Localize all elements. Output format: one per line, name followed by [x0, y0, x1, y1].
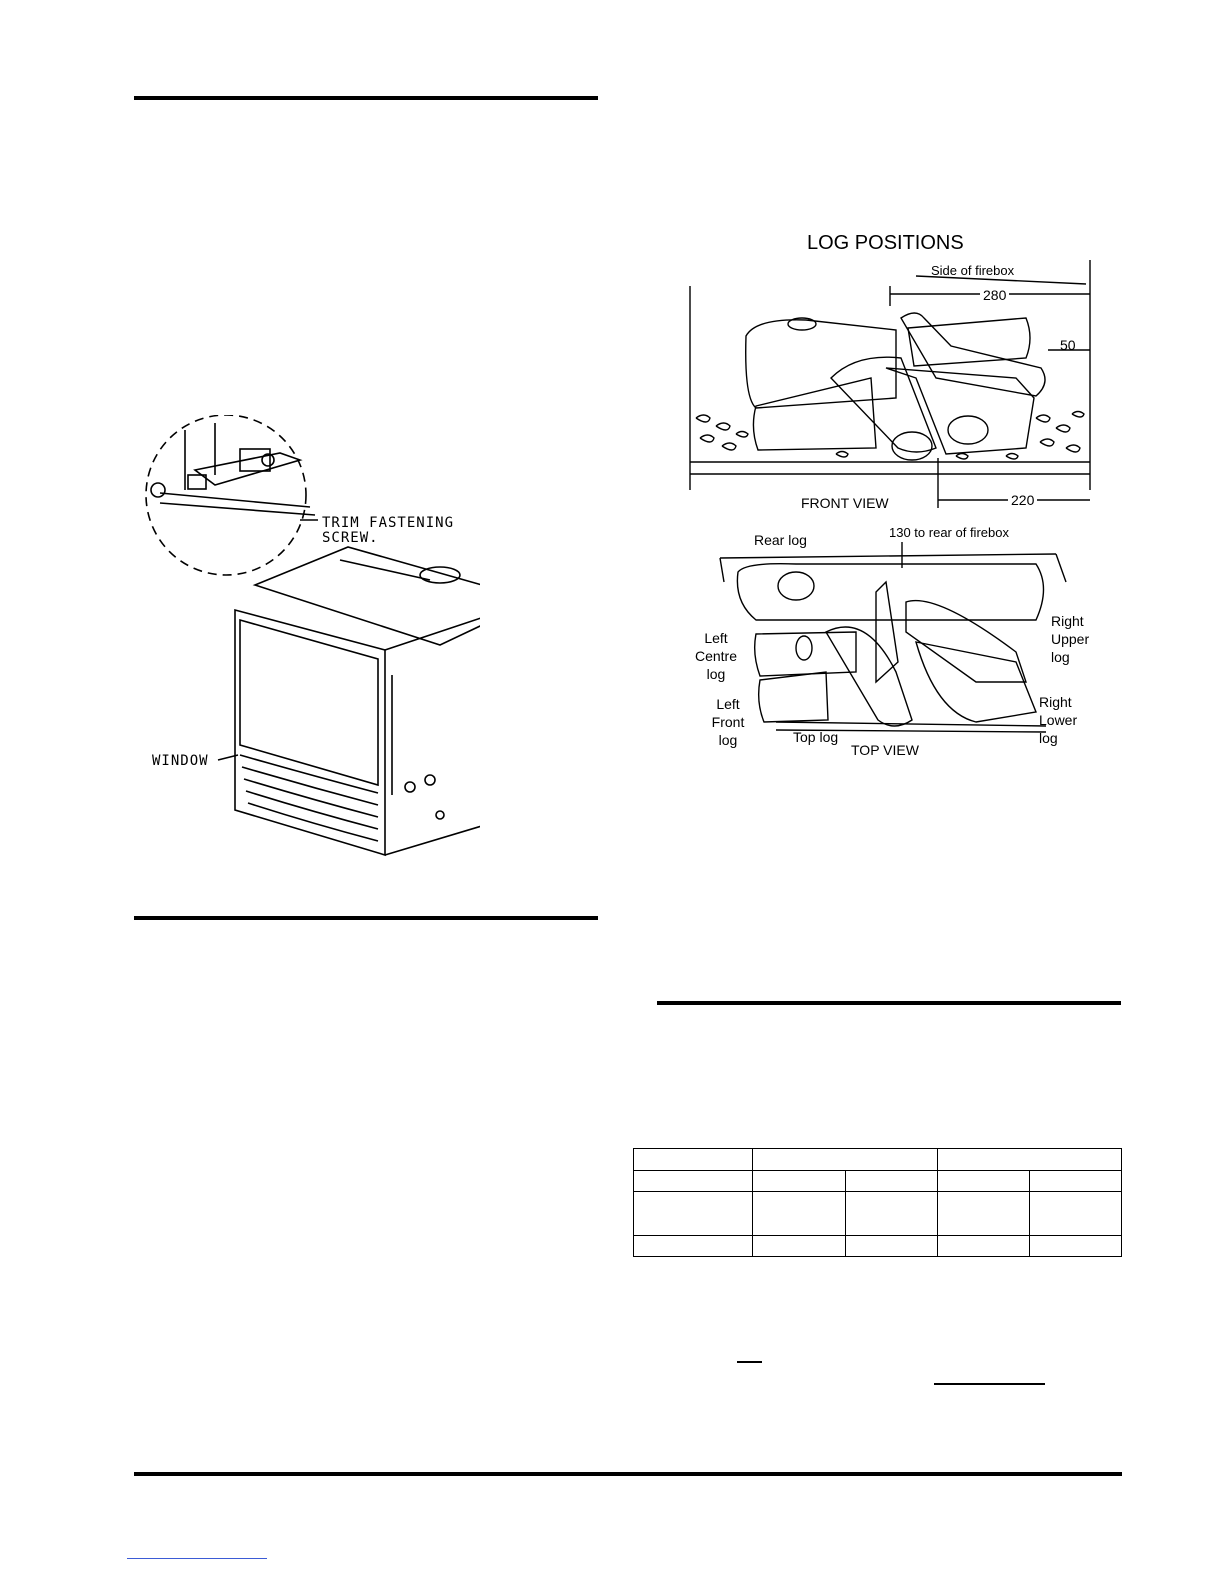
- table-cell: [753, 1149, 938, 1171]
- left-centre-log-line2: Centre: [694, 648, 738, 664]
- section-rule-mid-right: [657, 1001, 1121, 1005]
- table-cell: [634, 1192, 753, 1236]
- top-view-label: TOP VIEW: [851, 742, 919, 758]
- front-view-logs: [686, 258, 1106, 508]
- right-upper-log-line1: Right: [1051, 613, 1084, 629]
- right-lower-log-line3: log: [1039, 730, 1058, 746]
- left-front-log-line1: Left: [716, 696, 740, 712]
- left-centre-log-line3: log: [706, 666, 726, 682]
- table-cell: [938, 1192, 1030, 1236]
- top-log-label: Top log: [793, 729, 839, 745]
- table-cell: [753, 1171, 846, 1192]
- trim-diagram: [140, 415, 480, 865]
- dim-220-label: 220: [1008, 491, 1037, 509]
- table-cell: [634, 1171, 753, 1192]
- table-row: [634, 1171, 1122, 1192]
- underline-mark: [737, 1361, 762, 1363]
- table-cell: [634, 1236, 753, 1257]
- left-front-log-line3: log: [718, 732, 738, 748]
- right-upper-log-line2: Upper: [1051, 631, 1090, 647]
- table-cell: [846, 1236, 938, 1257]
- log-top-view-drawing: [716, 542, 1086, 752]
- table-cell: [753, 1236, 846, 1257]
- right-lower-log-line1: Right: [1039, 694, 1072, 710]
- spec-table: [633, 1148, 1122, 1257]
- table-cell: [634, 1149, 753, 1171]
- window-label: WINDOW: [152, 753, 209, 769]
- log-front-view-drawing: [686, 258, 1106, 508]
- table-cell: [938, 1149, 1122, 1171]
- log-positions-title: LOG POSITIONS: [807, 232, 964, 254]
- table-cell: [846, 1192, 938, 1236]
- underline-mark: [934, 1383, 1045, 1385]
- top-view-logs: [716, 542, 1086, 752]
- rear-of-firebox-label: 130 to rear of firebox: [889, 525, 1009, 540]
- left-front-log-line2: Front: [711, 714, 745, 730]
- table-cell: [938, 1236, 1030, 1257]
- dim-280-label: 280: [980, 286, 1009, 304]
- section-rule-top-left: [134, 96, 598, 100]
- footer-rule: [134, 1472, 1122, 1476]
- table-row: [634, 1192, 1122, 1236]
- table-cell: [1030, 1192, 1122, 1236]
- table-cell: [753, 1192, 846, 1236]
- table-cell: [846, 1171, 938, 1192]
- trim-screw-label-line1: TRIM FASTENING: [322, 515, 455, 531]
- fireplace-insert-drawing: [140, 415, 480, 865]
- left-front-log-label: [706, 695, 750, 749]
- table-cell: [1030, 1236, 1122, 1257]
- hyperlink-underline[interactable]: [127, 1558, 267, 1559]
- right-lower-log-label: [1039, 693, 1077, 747]
- dim-50-label: 50: [1060, 337, 1076, 353]
- left-centre-log-line1: Left: [704, 630, 728, 646]
- table-cell: [938, 1171, 1030, 1192]
- right-upper-log-label: [1051, 612, 1089, 666]
- side-of-firebox-label: Side of firebox: [931, 263, 1015, 278]
- section-rule-mid-left: [134, 916, 598, 920]
- front-view-label: FRONT VIEW: [801, 495, 889, 511]
- table-row: [634, 1149, 1122, 1171]
- rear-log-label: Rear log: [754, 532, 807, 548]
- right-upper-log-line3: log: [1051, 649, 1070, 665]
- trim-screw-label-line2: SCREW.: [322, 530, 379, 546]
- table-cell: [1030, 1171, 1122, 1192]
- right-lower-log-line2: Lower: [1039, 712, 1078, 728]
- table-row: [634, 1236, 1122, 1257]
- left-centre-log-label: [686, 629, 746, 683]
